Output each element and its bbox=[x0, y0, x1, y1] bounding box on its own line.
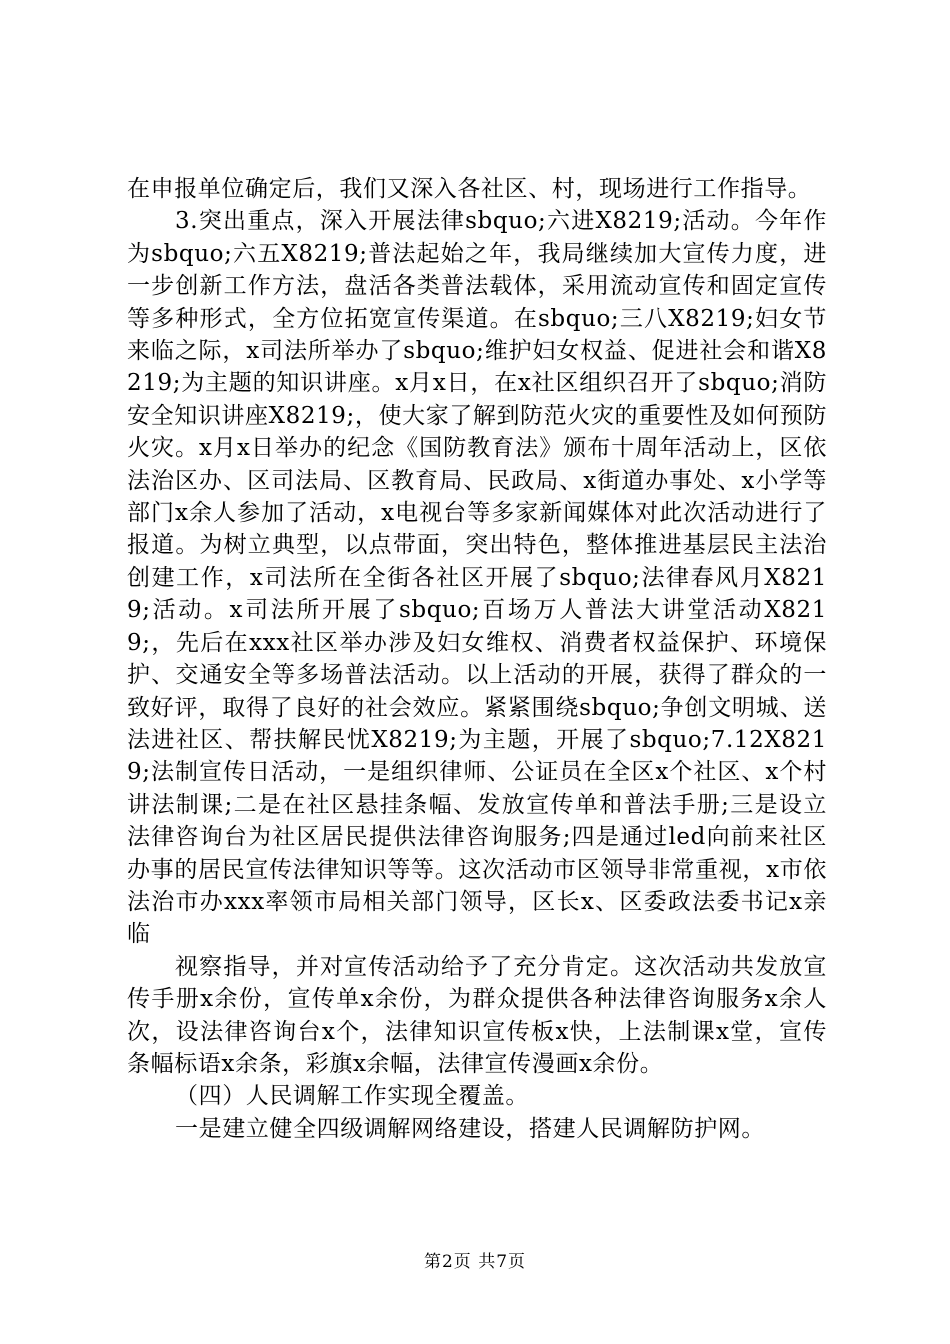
paragraph-5: 一是建立健全四级调解网络建设，搭建人民调解防护网。 bbox=[175, 1115, 765, 1142]
section-heading-4: （四）人民调解工作实现全覆盖。 bbox=[175, 1083, 529, 1110]
paragraph-2: 3.突出重点，深入开展法律sbquo;六进X8219;活动。今年作为sbquo;六五X8219;普法起始之年，我局继续加大宣传力度，进一步创新工作方法，盘活各类普法载体，采用流动宣传和固定宣传等多种形式，全方位拓宽宣传渠道。在sbquo;三八X8219;妇女节来临之际，x司法所举办了sbquo;维护妇女权益、促进社会和谐X8219;为主题的知识讲座。x月x日，在x社区组织召开了sbquo;消防安全知识讲座X8219;，使大家了解到防范火灾的重要性及如何预防火灾。x月x日举办的纪念《国防教育法》颁布十周年活动上，区依法治区办、区司法局、区教育局、民政局、x街道办事处、x小学等部门x余人参加了活动，x电视台等多家新闻媒体对此次活动进行了报道。为树立典型，以点带面，突出特色，整体推进基层民主法治创建工作，x司法所在全街各社区开展了sbquo;法律春风月X8219;活动。x司法所开展了sbquo;百场万人普法大讲堂活动X8219;，先后在xxx社区举办涉及妇女维权、消费者权益保护、环境保护、交通安全等多场普法活动。以上活动的开展，获得了群众的一致好评，取得了良好的社会效应。紧紧围绕sbquo;争创文明城、送法进社区、帮扶解民忧X8219;为主题，开展了sbquo;7.12X8219;法制宣传日活动，一是组织律师、公证员在全区x个社区、x个村讲法制课;二是在社区悬挂条幅、发放宣传单和普法手册;三是设立法律咨询台为社区居民提供法律咨询服务;四是通过led向前来社区办事的居民宣传法律知识等等。这次活动市区领导非常重视，x市依法治市办xxx率领市局相关部门领导，区长x、区委政法委书记x亲临 bbox=[127, 208, 827, 948]
page-number-footer: 第2页 共7页 bbox=[423, 1252, 527, 1272]
document-body bbox=[127, 173, 827, 1145]
paragraph-3: 视察指导，并对宣传活动给予了充分肯定。这次活动共发放宣传手册x余份，宣传单x余份，为群众提供各种法律咨询服务x余人次，设法律咨询台x个，法律知识宣传板x快，上法制课x堂，宣传条幅标语x余条，彩旗x余幅，法律宣传漫画x余份。 bbox=[127, 953, 827, 1077]
paragraph-1: 在申报单位确定后，我们又深入各社区、村，现场进行工作指导。 bbox=[127, 176, 812, 202]
